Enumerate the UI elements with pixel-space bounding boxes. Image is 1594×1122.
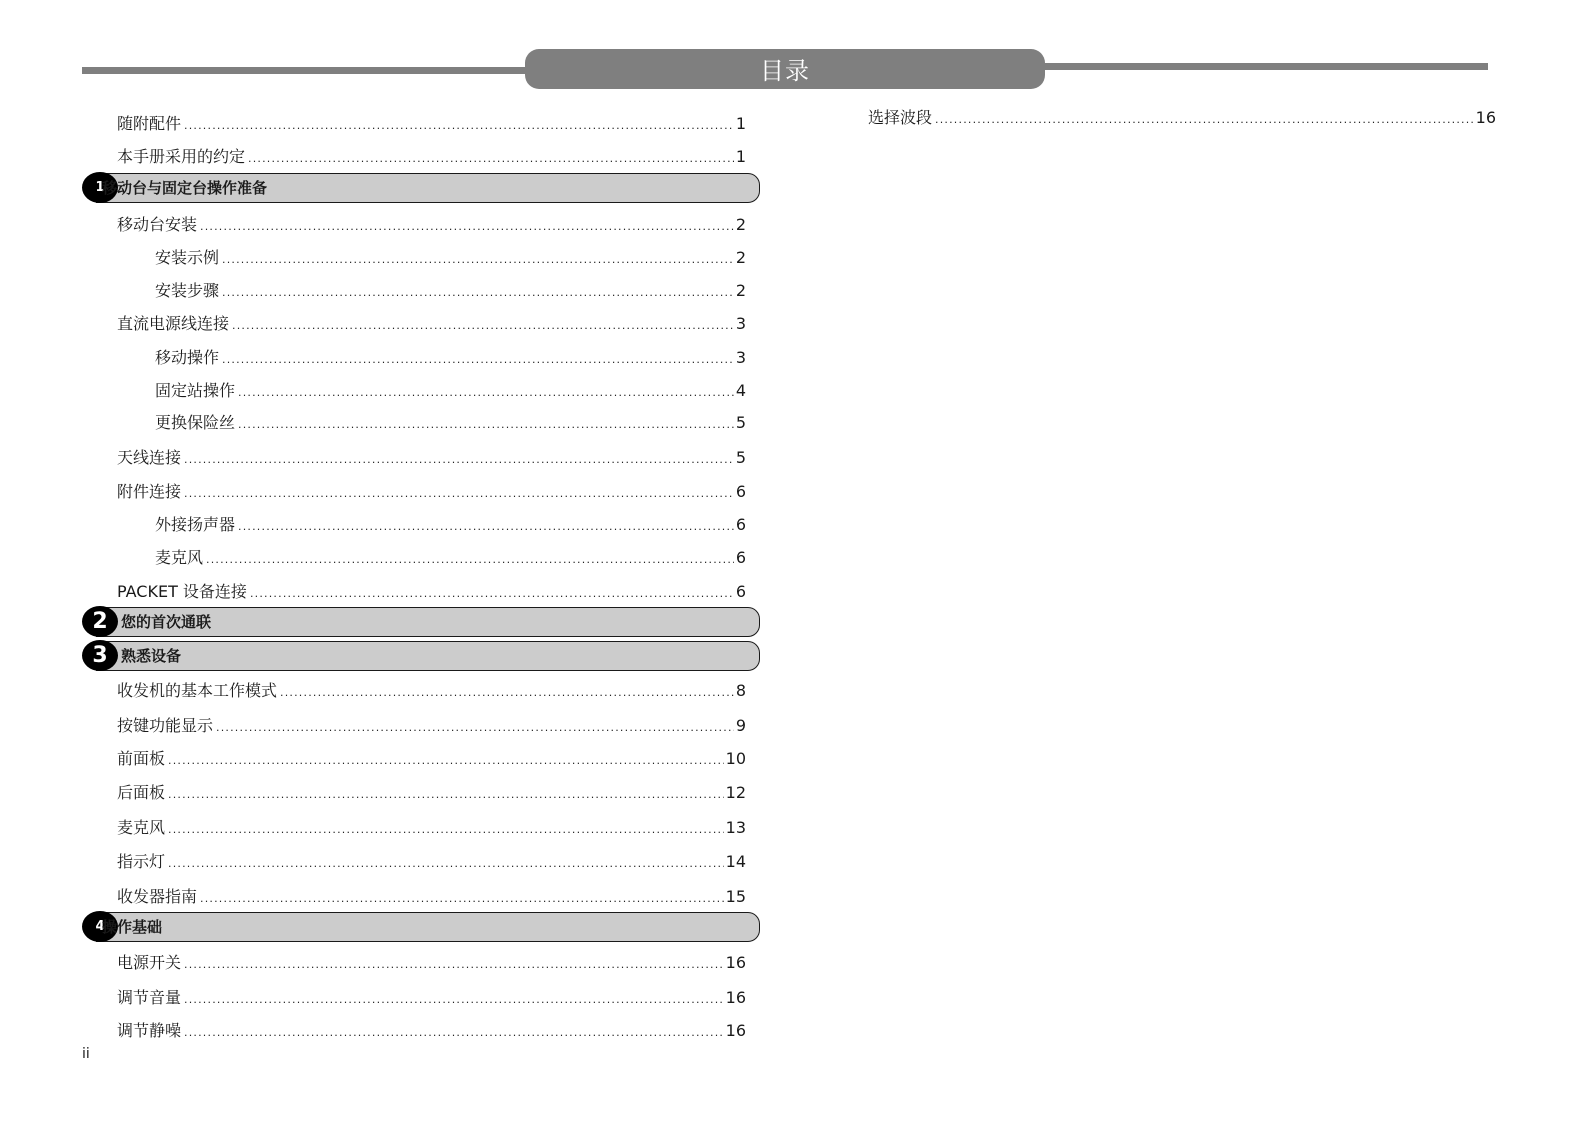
toc-entry[interactable] [117,447,746,469]
toc-entry-page: 1 [735,147,746,166]
toc-entry-label: 收发器指南 [117,887,198,906]
toc-entry-page: 2 [735,215,746,234]
dot-leader [184,449,734,471]
toc-entry[interactable] [117,782,746,804]
toc-entry-label: 直流电源线连接 [117,314,230,333]
toc-entry-label: PACKET 设备连接 [117,582,247,601]
toc-entry[interactable] [117,715,746,737]
dot-leader [206,549,734,571]
toc-entry-label: 指示灯 [117,852,166,871]
dot-leader [216,717,734,739]
toc-entry[interactable] [117,851,746,873]
toc-entry[interactable] [117,987,746,1009]
toc-entry[interactable] [117,886,746,908]
toc-entry-label: 更换保险丝 [155,413,236,432]
dot-leader [184,954,724,976]
toc-entry-page: 15 [725,887,746,906]
toc-entry-page: 10 [725,749,746,768]
dot-leader [168,819,724,841]
dot-leader [238,516,734,538]
toc-entry-label: 移动台安装 [117,215,198,234]
toc-entry-page: 16 [725,1021,746,1040]
toc-entry[interactable] [117,748,746,770]
toc-entry-label: 按键功能显示 [117,716,214,735]
toc-subentry[interactable] [155,347,746,369]
dot-leader [168,750,724,772]
toc-subentry[interactable] [155,514,746,536]
toc-subentry[interactable] [155,380,746,402]
toc-entry-label: 前面板 [117,749,166,768]
chapter-heading-1[interactable] [82,173,760,203]
chapter-heading-3[interactable] [82,641,760,671]
toc-entry-label: 电源开关 [117,953,182,972]
toc-entry-page: 16 [725,988,746,1007]
chapter-title: 您的首次通联 [121,613,212,631]
toc-subentry[interactable] [155,412,746,434]
toc-entry[interactable] [117,680,746,702]
dot-leader [250,583,734,605]
dot-leader [238,382,734,404]
toc-entry-label: 附件连接 [117,482,182,501]
toc-entry-page: 5 [735,413,746,432]
toc-subentry[interactable] [155,247,746,269]
header-rule-left [82,67,532,74]
toc-entry-label: 移动操作 [155,348,220,367]
toc-entry-page: 1 [735,114,746,133]
toc-entry-page: 2 [735,248,746,267]
toc-entry-page: 16 [725,953,746,972]
toc-entry-label: 安装步骤 [155,281,220,300]
dot-leader [184,1022,724,1044]
dot-leader [232,315,734,337]
toc-entry-label: 后面板 [117,783,166,802]
dot-leader [184,989,724,1011]
toc-entry-page: 16 [1475,108,1496,127]
chapter-number-badge: 2 [82,606,118,637]
dot-leader [184,483,734,505]
dot-leader [222,282,734,304]
toc-entry-page: 12 [725,783,746,802]
toc-entry-page: 14 [725,852,746,871]
chapter-title: 移动台与固定台操作准备 [102,179,268,197]
toc-entry-label: 固定站操作 [155,381,236,400]
toc-entry-label: 收发机的基本工作模式 [117,681,278,700]
chapter-number-badge: 3 [82,640,118,671]
dot-leader [184,115,734,137]
toc-entry-label: 调节音量 [117,988,182,1007]
toc-entry-label: 天线连接 [117,448,182,467]
toc-entry-label: 外接扬声器 [155,515,236,534]
dot-leader [238,414,734,436]
chapter-title: 操作基础 [102,918,163,936]
page-number: ii [82,1046,90,1062]
toc-entry-page: 4 [735,381,746,400]
dot-leader [248,148,734,170]
toc-entry-page: 6 [735,515,746,534]
dot-leader [168,853,724,875]
toc-entry[interactable] [117,1020,746,1042]
dot-leader [280,682,734,704]
toc-entry[interactable] [117,481,746,503]
chapter-number-badge: 4 [82,911,118,942]
toc-entry[interactable] [117,952,746,974]
toc-entry[interactable] [117,214,746,236]
toc-entry[interactable] [117,817,746,839]
toc-entry-label: 选择波段 [868,108,933,127]
toc-entry-page: 6 [735,482,746,501]
toc-entry-label: 本手册采用的约定 [117,147,246,166]
toc-entry-page: 3 [735,314,746,333]
toc-entry-label: 麦克风 [155,548,204,567]
toc-entry[interactable] [868,107,1496,129]
chapter-heading-2[interactable] [82,607,760,637]
toc-entry-page: 6 [735,548,746,567]
page-title: 目录 [525,49,1045,89]
toc-entry-page: 9 [735,716,746,735]
toc-entry-page: 13 [725,818,746,837]
toc-entry[interactable] [117,113,746,135]
toc-entry-label: 调节静噪 [117,1021,182,1040]
toc-entry-page: 5 [735,448,746,467]
chapter-number-badge: 1 [82,172,118,203]
toc-subentry[interactable] [155,547,746,569]
chapter-title: 熟悉设备 [121,647,182,665]
chapter-bar [96,641,760,671]
toc-entry-page: 8 [735,681,746,700]
toc-entry-page: 6 [735,582,746,601]
header-rule-right [1040,63,1488,70]
toc-entry-page: 3 [735,348,746,367]
dot-leader [200,888,724,910]
toc-subentry[interactable] [155,280,746,302]
chapter-heading-4[interactable] [82,912,760,942]
toc-entry-label: 随附配件 [117,114,182,133]
dot-leader [935,109,1474,131]
toc-entry-page: 2 [735,281,746,300]
dot-leader [168,784,724,806]
dot-leader [222,249,734,271]
dot-leader [222,349,734,371]
dot-leader [200,216,734,238]
toc-entry[interactable] [117,581,746,603]
chapter-bar [96,912,760,942]
toc-entry[interactable] [117,146,746,168]
toc-entry-label: 麦克风 [117,818,166,837]
toc-entry-label: 安装示例 [155,248,220,267]
toc-entry[interactable] [117,313,746,335]
